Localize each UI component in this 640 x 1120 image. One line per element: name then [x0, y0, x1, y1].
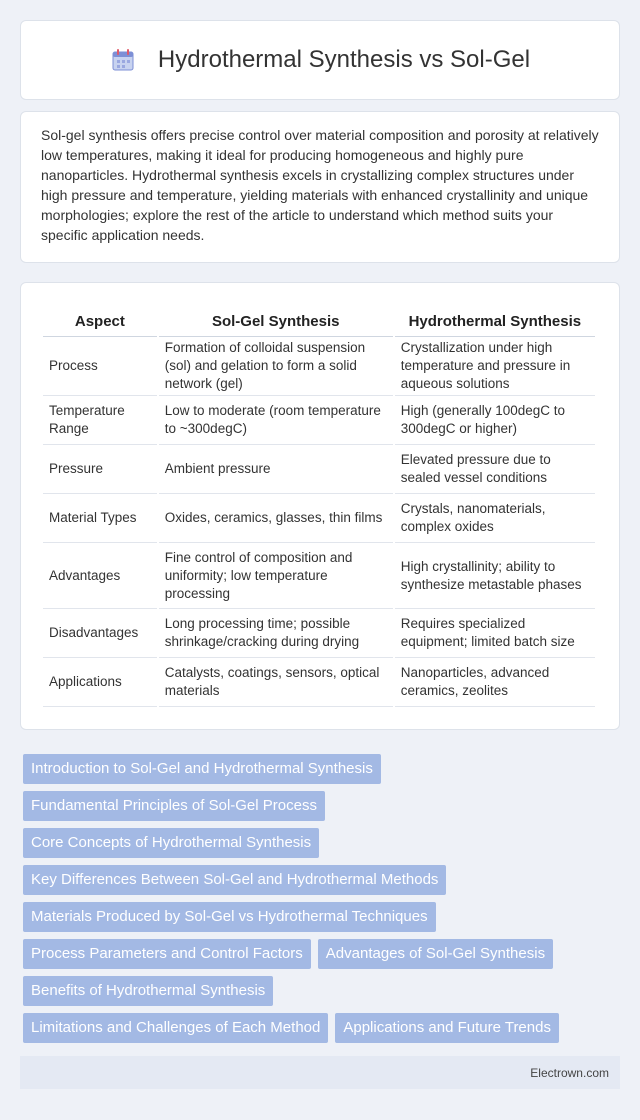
- row-hydrothermal: Elevated pressure due to sealed vessel conditions: [395, 445, 595, 494]
- intro-card: [20, 111, 620, 263]
- row-aspect: Advantages: [43, 543, 157, 609]
- title-card: [20, 20, 620, 100]
- row-aspect: Disadvantages: [43, 609, 157, 658]
- row-aspect: Process: [43, 337, 157, 396]
- tag-core-concepts[interactable]: Core Concepts of Hydrothermal Synthesis: [23, 828, 319, 858]
- footer: [20, 1056, 620, 1089]
- row-aspect: Material Types: [43, 494, 157, 543]
- tag-process-parameters[interactable]: Process Parameters and Control Factors: [23, 939, 311, 969]
- header-sol-gel: Sol-Gel Synthesis: [159, 303, 393, 337]
- row-hydrothermal: Crystals, nanomaterials, complex oxides: [395, 494, 595, 543]
- row-sol-gel: Fine control of composition and uniformity; low temperature processing: [159, 543, 393, 609]
- row-hydrothermal: Crystallization under high temperature and pressure in aqueous solutions: [395, 337, 595, 396]
- table-row: [43, 543, 595, 609]
- tag-introduction[interactable]: Introduction to Sol-Gel and Hydrothermal Synthesis: [23, 754, 381, 784]
- row-aspect: Temperature Range: [43, 396, 157, 445]
- table-row: [43, 396, 595, 445]
- calendar-icon: [110, 47, 136, 73]
- tag-fundamental-principles[interactable]: Fundamental Principles of Sol-Gel Process: [23, 791, 325, 821]
- tag-limitations[interactable]: Limitations and Challenges of Each Method: [23, 1013, 328, 1043]
- tag-key-differences[interactable]: Key Differences Between Sol-Gel and Hydrothermal Methods: [23, 865, 446, 895]
- comparison-table: [41, 303, 597, 707]
- tag-advantages-sol-gel[interactable]: Advantages of Sol-Gel Synthesis: [318, 939, 553, 969]
- row-hydrothermal: Nanoparticles, advanced ceramics, zeolites: [395, 658, 595, 707]
- table-row: [43, 609, 595, 658]
- row-sol-gel: Formation of colloidal suspension (sol) and gelation to form a solid network (gel): [159, 337, 393, 396]
- tag-materials-produced[interactable]: Materials Produced by Sol-Gel vs Hydrothermal Techniques: [23, 902, 436, 932]
- row-sol-gel: Low to moderate (room temperature to ~300degC): [159, 396, 393, 445]
- row-sol-gel: Long processing time; possible shrinkage/cracking during drying: [159, 609, 393, 658]
- row-aspect: Applications: [43, 658, 157, 707]
- row-sol-gel: Ambient pressure: [159, 445, 393, 494]
- row-hydrothermal: High (generally 100degC to 300degC or higher): [395, 396, 595, 445]
- topic-tags: [23, 754, 617, 1050]
- footer-brand[interactable]: Electrown.com: [530, 1065, 609, 1080]
- row-sol-gel: Catalysts, coatings, sensors, optical materials: [159, 658, 393, 707]
- header-aspect: Aspect: [43, 303, 157, 337]
- table-header-row: [43, 303, 595, 337]
- page-title: Hydrothermal Synthesis vs Sol-Gel: [157, 46, 531, 73]
- row-aspect: Pressure: [43, 445, 157, 494]
- table-row: [43, 658, 595, 707]
- tag-benefits-hydrothermal[interactable]: Benefits of Hydrothermal Synthesis: [23, 976, 273, 1006]
- table-row: [43, 494, 595, 543]
- table-row: [43, 337, 595, 396]
- table-row: [43, 445, 595, 494]
- row-hydrothermal: Requires specialized equipment; limited batch size: [395, 609, 595, 658]
- header-hydrothermal: Hydrothermal Synthesis: [395, 303, 595, 337]
- comparison-table-card: [20, 282, 620, 730]
- row-sol-gel: Oxides, ceramics, glasses, thin films: [159, 494, 393, 543]
- intro-paragraph: Sol-gel synthesis offers precise control over material composition and porosity at relatively low temperatures, making it ideal for producing homogeneous and highly pure nanoparticles. Hydrothermal synthesis excels in crystallizing complex structures under high pressure and temperature, yielding materials with enhanced crystallinity and unique morphologies; explore the rest of the article to understand which method suits your specific application needs.: [41, 127, 599, 243]
- row-hydrothermal: High crystallinity; ability to synthesize metastable phases: [395, 543, 595, 609]
- tag-applications[interactable]: Applications and Future Trends: [335, 1013, 559, 1043]
